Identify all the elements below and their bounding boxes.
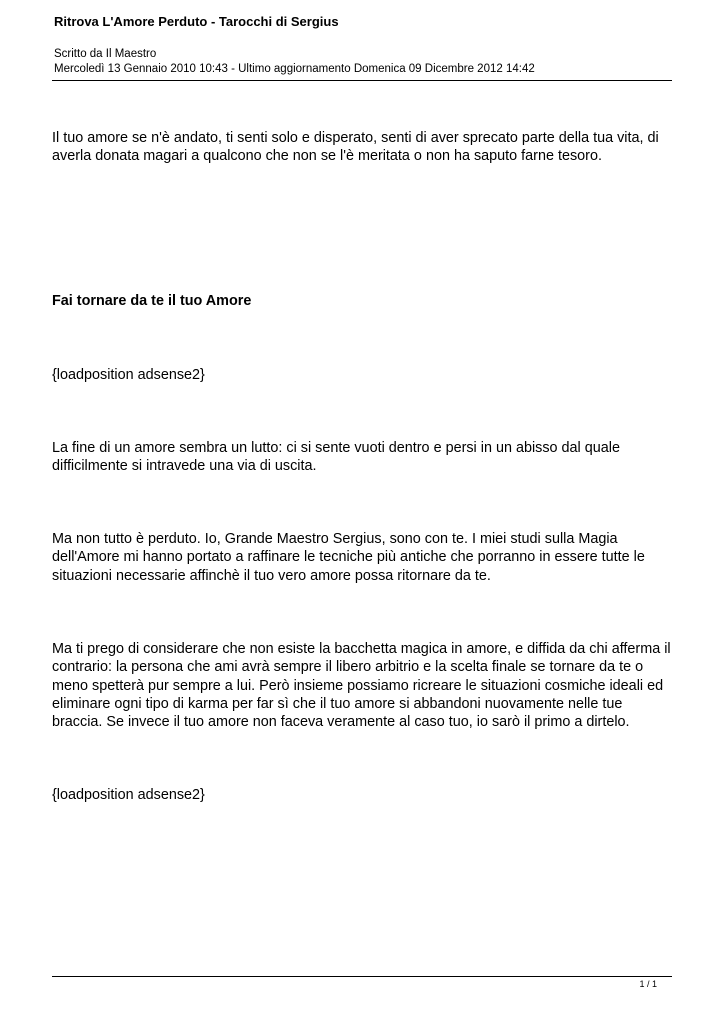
header-divider <box>52 80 672 81</box>
body-paragraph: Ma non tutto è perduto. Io, Grande Maestro Sergius, sono con te. I miei studi sulla Magia dell'Amore mi hanno portato a raffinare le tecniche più antiche che porranno in essere tutte le situazioni necessarie affinchè il tuo vero amore possa ritornare da te. <box>52 531 645 584</box>
placeholder-text: {loadposition adsense2} <box>52 787 205 803</box>
body-paragraph: Ma ti prego di considerare che non esiste la bacchetta magica in amore, e diffida da chi afferma il contrario: la persona che ami avrà sempre il libero arbitrio e la scelta finale se tornare da te o meno spetterà pur sempre a lui. Però insieme possiamo ricreare le situazioni cosmiche ideali ed eliminare ogni tipo di karma per far sì che il tuo amore si abbandoni nuovamente nelle tue braccia. Se invece il tuo amore non faceva veramente al caso tuo, io sarò il primo a dirtelo. <box>52 641 671 731</box>
document-title: Ritrova L'Amore Perduto - Tarocchi di Sergius <box>54 14 339 29</box>
body-paragraph: La fine di un amore sembra un lutto: ci si sente vuoti dentro e persi in un abisso dal quale difficilmente si intravede una via di uscita. <box>52 440 620 475</box>
placeholder-text: {loadposition adsense2} <box>52 367 205 383</box>
date-line: Mercoledì 13 Gennaio 2010 10:43 - Ultimo aggiornamento Domenica 09 Dicembre 2012 14:42 <box>54 63 535 75</box>
intro-paragraph: Il tuo amore se n'è andato, ti senti solo e disperato, senti di aver sprecato parte della tua vita, di averla donata magari a qualcono che non se l'è meritata o non ha saputo farne tesoro. <box>52 130 659 165</box>
page-number: 1 / 1 <box>639 979 657 989</box>
section-heading: Fai tornare da te il tuo Amore <box>52 293 252 309</box>
document-meta <box>54 47 535 77</box>
author-line: Scritto da Il Maestro <box>54 48 157 60</box>
footer-divider <box>52 976 672 977</box>
